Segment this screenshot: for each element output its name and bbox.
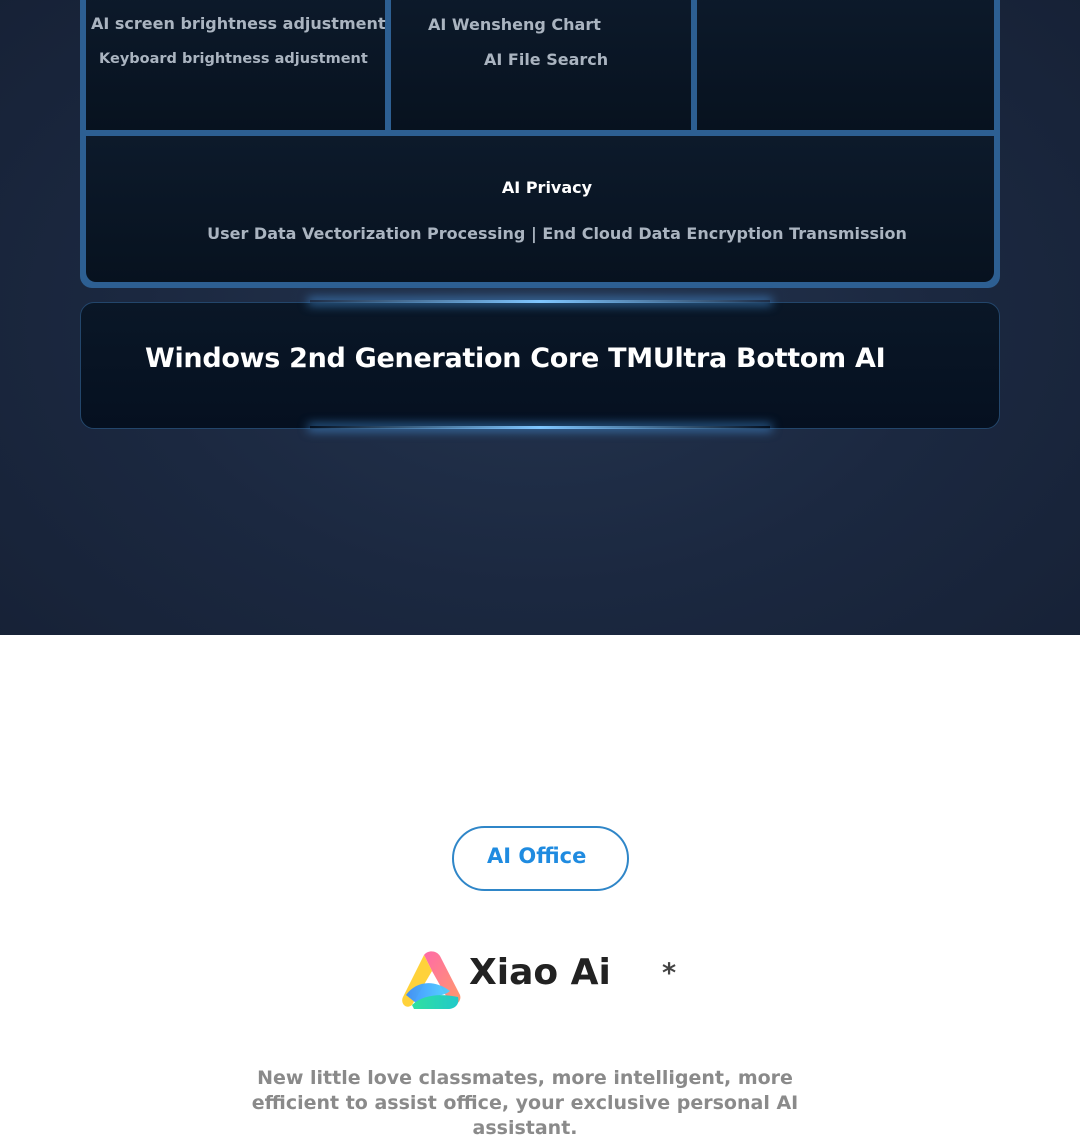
feature-cell-privacy: [86, 136, 994, 282]
feature-file-search: AI File Search: [484, 50, 609, 69]
brand-name: Xiao Ai: [469, 952, 611, 993]
privacy-title: AI Privacy: [501, 178, 593, 197]
feature-cell-empty: [697, 0, 994, 130]
banner-glow-bottom: [310, 426, 770, 429]
feature-wensheng-chart: AI Wensheng Chart: [428, 15, 601, 34]
brand-footnote-mark: *: [662, 958, 677, 989]
core-banner-title: Windows 2nd Generation Core TMUltra Bottom AI: [145, 343, 886, 374]
privacy-subtitle: User Data Vectorization Processing | End Cloud Data Encryption Transmission: [207, 224, 907, 243]
xiao-ai-logo-icon: [400, 951, 462, 1011]
feature-screen-brightness: AI screen brightness adjustment: [91, 14, 386, 33]
ai-office-label: AI Office: [487, 844, 587, 868]
brand-tagline: New little love classmates, more intelligent, more efficient to assist office, your exclusive personal AI assistant.: [251, 1067, 799, 1139]
feature-keyboard-brightness: Keyboard brightness adjustment: [99, 51, 368, 67]
banner-glow-top: [310, 300, 770, 303]
